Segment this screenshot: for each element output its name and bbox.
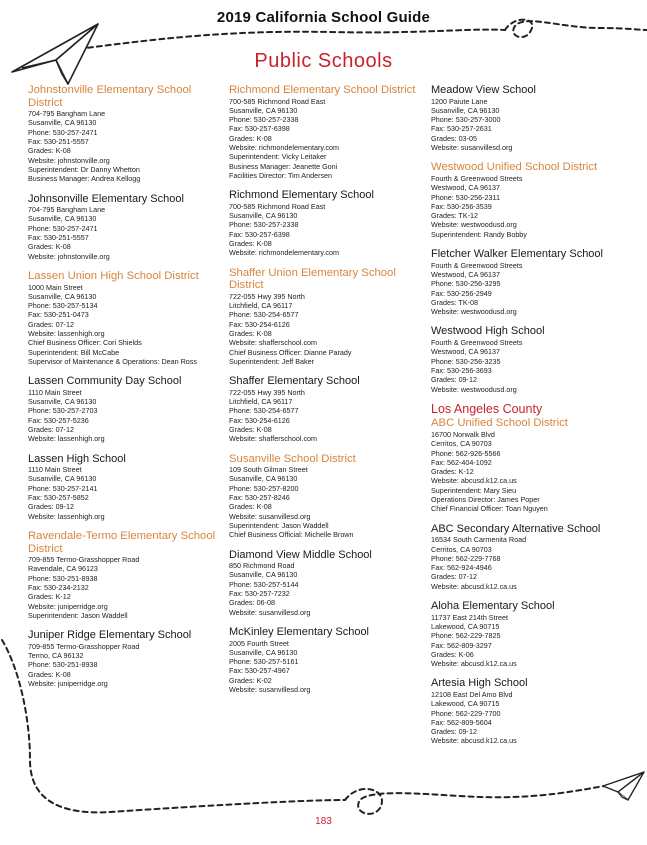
- entry-detail-line: Fax: 530-256-2949: [431, 288, 492, 298]
- entry-detail-line: Fax: 562-809-5604: [431, 717, 492, 727]
- entry-detail-line: Fax: 530-257-2631: [431, 124, 492, 134]
- district-entry: [28, 270, 228, 366]
- entry-detail-line[interactable]: Website: johnstonville.org: [28, 251, 110, 261]
- district-entry: [28, 530, 228, 620]
- school-name: Aloha Elementary School: [431, 600, 555, 613]
- entry-detail-line: Susanville, CA 96130: [229, 211, 298, 221]
- entry-detail-line: Phone: 530-254-6577: [229, 406, 299, 416]
- entry-detail-line: Grades: 09-12: [28, 502, 74, 512]
- entry-detail-line: Fax: 530-257-5852: [28, 493, 89, 503]
- entry-detail-line[interactable]: Website: shafferschool.com: [229, 434, 318, 444]
- entry-detail-line: Fax: 530-251-0473: [28, 310, 89, 320]
- school-entry: [28, 629, 228, 688]
- entry-detail-line[interactable]: Website: susanvillesd.org: [229, 685, 311, 694]
- entry-detail-line: Grades: 09-12: [431, 375, 477, 385]
- entry-detail-line: Westwood, CA 96137: [431, 269, 500, 279]
- entry-detail-line: Phone: 530-257-2338: [229, 115, 299, 125]
- entry-detail-line: Lakewood, CA 90715: [431, 621, 500, 631]
- entry-detail-line: Fax: 530-257-5236: [28, 415, 89, 425]
- entry-detail-line: Grades: K-08: [229, 424, 272, 434]
- entry-detail-line: 722-055 Hwy 395 North: [229, 387, 305, 397]
- entry-detail-line: Grades: 09-12: [431, 727, 477, 737]
- entry-detail-line: Susanville, CA 96130: [229, 105, 298, 115]
- entry-detail-line: Phone: 530-257-3000: [431, 115, 501, 125]
- entry-detail-line[interactable]: Website: susanvillesd.org: [431, 143, 513, 153]
- entry-detail-line: Grades: K-08: [229, 133, 272, 143]
- entry-detail-line: Fax: 530-257-6398: [229, 124, 290, 134]
- school-entry: [431, 325, 631, 393]
- entry-detail-line[interactable]: Website: lassenhigh.org: [28, 329, 105, 339]
- entry-detail-line[interactable]: Website: abcusd.k12.ca.us: [431, 476, 517, 486]
- entry-detail-line: Phone: 562-229-7825: [431, 631, 501, 641]
- district-entry: [229, 453, 429, 540]
- district-entry: [229, 267, 429, 367]
- entry-detail-line: Grades: K-08: [28, 669, 71, 679]
- district-name: Johnstonville Elementary School District: [28, 84, 192, 109]
- entry-detail-line: Fax: 562-809-3297: [431, 640, 492, 650]
- entry-detail-line[interactable]: Website: richmondelementary.com: [229, 248, 339, 258]
- entry-detail-line: Phone: 562-229-7768: [431, 553, 501, 563]
- entry-detail-line: 2005 Fourth Street: [229, 638, 289, 648]
- entry-detail-line[interactable]: Website: abcusd.k12.ca.us: [431, 659, 517, 669]
- entry-detail-line: Fax: 530-254-6126: [229, 319, 290, 329]
- entry-detail-line: 722-055 Hwy 395 North: [229, 291, 305, 301]
- entry-detail-line: Phone: 530-257-2471: [28, 223, 98, 233]
- entry-detail-line: Business Manager: Jeanette Goni: [229, 161, 338, 171]
- school-entry: [229, 549, 429, 617]
- entry-detail-line: 16700 Norwalk Blvd: [431, 429, 495, 439]
- entry-detail-line: Susanville, CA 96130: [28, 474, 97, 484]
- school-name: Diamond View Middle School: [229, 548, 372, 561]
- entry-detail-line: Cerritos, CA 90703: [431, 544, 492, 554]
- entry-detail-line: 12108 East Del Amo Blvd: [431, 690, 513, 699]
- entry-detail-line[interactable]: Website: juniperridge.org: [28, 679, 108, 688]
- entry-detail-line: Fax: 530-251-5557: [28, 137, 89, 147]
- entry-detail-line: Phone: 562-229-7700: [431, 708, 501, 718]
- entry-detail-line: Superintendent: Jeff Baker: [229, 356, 314, 366]
- entry-detail-line[interactable]: Website: westwoodusd.org: [431, 307, 517, 317]
- entry-detail-line: 109 South Gilman Street: [229, 465, 308, 475]
- district-name: Lassen Union High School District: [28, 269, 199, 282]
- entry-detail-line: Litchfield, CA 96117: [229, 397, 293, 407]
- district-entry: [28, 84, 228, 184]
- entry-detail-line: 700-585 Richmond Road East: [229, 96, 326, 106]
- entry-detail-line: Phone: 530-251-8938: [28, 660, 98, 670]
- county-heading: [431, 403, 631, 416]
- entry-detail-line: 16534 South Carmenita Road: [431, 535, 527, 545]
- entry-detail-line: 704-795 Bangham Lane: [28, 109, 106, 119]
- entry-detail-line: Fourth & Greenwood Streets: [431, 260, 523, 270]
- entry-detail-line: Chief Business Officer: Cori Shields: [28, 338, 142, 348]
- entry-detail-line: Phone: 530-257-5161: [229, 657, 299, 667]
- entry-detail-line[interactable]: Website: johnstonville.org: [28, 155, 110, 165]
- entry-detail-line: Susanville, CA 96130: [229, 570, 298, 580]
- entry-detail-line: Grades: TK-12: [431, 211, 479, 221]
- entry-detail-line: Supervisor of Maintenance & Operations: Dean Ross: [28, 356, 197, 366]
- district-name: Richmond Elementary School District: [229, 84, 416, 96]
- district-name: Susanville School District: [229, 452, 356, 465]
- entry-detail-line: 1110 Main Street: [28, 387, 82, 397]
- entry-detail-line: Facilities Director: Tim Andersen: [229, 170, 333, 180]
- directory-column-1: [28, 84, 228, 697]
- entry-detail-line: Fax: 530-251-5557: [28, 233, 89, 243]
- entry-detail-line: Phone: 530-256-3235: [431, 356, 501, 366]
- entry-detail-line: 704-795 Bangham Lane: [28, 205, 106, 215]
- entry-detail-line: Superintendent: Jason Waddell: [229, 520, 329, 530]
- entry-detail-line: 1000 Main Street: [28, 282, 83, 292]
- entry-detail-line: Fourth & Greenwood Streets: [431, 173, 523, 183]
- entry-detail-line: 700-585 Richmond Road East: [229, 201, 326, 211]
- entry-detail-line: Phone: 530-257-2338: [229, 220, 299, 230]
- entry-detail-line[interactable]: Website: westwoodusd.org: [431, 220, 517, 230]
- entry-detail-line: Fax: 530-254-6126: [229, 415, 290, 425]
- entry-detail-line: Grades: K-12: [28, 592, 71, 602]
- entry-detail-line: Westwood, CA 96137: [431, 183, 500, 193]
- entry-detail-line: Phone: 530-257-5134: [28, 301, 98, 311]
- entry-detail-line: Fax: 530-257-6398: [229, 229, 290, 239]
- school-name: Lassen High School: [28, 452, 126, 465]
- district-entry: [431, 161, 631, 239]
- entry-detail-line: Grades: K-08: [229, 502, 272, 512]
- entry-detail-line: Superintendent: Vicky Leitaker: [229, 152, 327, 162]
- entry-detail-line[interactable]: Website: juniperridge.org: [28, 601, 108, 611]
- district-name: Shaffer Union Elementary School District: [229, 266, 396, 292]
- entry-detail-line: Susanville, CA 96130: [229, 474, 298, 484]
- entry-detail-line: Fax: 562-924-4946: [431, 563, 492, 573]
- section-title: Public Schools: [254, 50, 393, 72]
- school-name: Lassen Community Day School: [28, 375, 182, 388]
- entry-detail-line: Fourth & Greenwood Streets: [431, 338, 523, 348]
- entry-detail-line[interactable]: Website: susanvillesd.org: [229, 511, 311, 521]
- entry-detail-line: Grades: K-12: [431, 467, 474, 477]
- district-entry: [229, 84, 429, 180]
- entry-detail-line[interactable]: Website: westwoodusd.org: [431, 384, 517, 394]
- entry-detail-line: Fax: 530-256-3693: [431, 365, 492, 375]
- entry-detail-line: 850 Richmond Road: [229, 561, 295, 571]
- entry-detail-line: Superintendent: Mary Sieu: [431, 485, 517, 495]
- entry-detail-line: Phone: 530-251-8938: [28, 573, 98, 583]
- entry-detail-line[interactable]: Website: lassenhigh.org: [28, 434, 105, 444]
- school-entry: [229, 375, 429, 443]
- school-name: Johnsonville Elementary School: [28, 192, 184, 205]
- page-number: 183: [315, 816, 332, 827]
- school-name: Artesia High School: [431, 677, 528, 690]
- entry-detail-line: Susanville, CA 96130: [28, 214, 97, 224]
- entry-detail-line: Grades: 06-08: [229, 598, 275, 608]
- entry-detail-line: Grades: K-08: [28, 146, 71, 156]
- school-name: Richmond Elementary School: [229, 189, 374, 202]
- entry-detail-line: Grades: 07-12: [28, 319, 74, 329]
- entry-detail-line: Fax: 530-257-8246: [229, 493, 290, 503]
- entry-detail-line: Lakewood, CA 90715: [431, 699, 500, 709]
- entry-detail-line: Termo, CA 96132: [28, 651, 84, 661]
- district-entry: [431, 417, 631, 513]
- county-name: Los Angeles County: [431, 401, 543, 416]
- entry-detail-line: Grades: K-08: [229, 239, 272, 249]
- entry-detail-line: Fax: 562-404-1092: [431, 457, 492, 467]
- entry-detail-line: Ravendale, CA 96123: [28, 564, 98, 574]
- entry-detail-line: Grades: 07-12: [28, 424, 74, 434]
- entry-detail-line: Phone: 530-257-2703: [28, 406, 98, 416]
- entry-detail-line: Superintendent: Dr Danny Whetton: [28, 164, 140, 174]
- entry-detail-line: Phone: 530-257-5144: [229, 579, 299, 589]
- school-name: Westwood High School: [431, 325, 545, 338]
- entry-detail-line: 1200 Paiute Lane: [431, 96, 488, 106]
- entry-detail-line: Phone: 530-257-8200: [229, 483, 299, 493]
- entry-detail-line[interactable]: Website: shafferschool.com: [229, 338, 318, 348]
- entry-detail-line: Phone: 530-256-3295: [431, 279, 501, 289]
- entry-detail-line[interactable]: Website: abcusd.k12.ca.us: [431, 736, 517, 746]
- entry-detail-line[interactable]: Website: susanvillesd.org: [229, 607, 311, 617]
- entry-detail-line: 11737 East 214th Street: [431, 612, 508, 622]
- entry-detail-line: Grades: K-02: [229, 675, 272, 685]
- school-entry: [28, 375, 228, 443]
- district-name: Ravendale-Termo Elementary School District: [28, 529, 216, 555]
- entry-detail-line: Chief Business Official: Michelle Brown: [229, 530, 354, 540]
- entry-detail-line: Operations Director: James Poper: [431, 495, 540, 505]
- entry-detail-line: Superintendent: Jason Waddell: [28, 610, 128, 620]
- entry-detail-line: Superintendent: Bill McCabe: [28, 347, 120, 357]
- entry-detail-line[interactable]: Website: richmondelementary.com: [229, 143, 339, 153]
- entry-detail-line: Grades: 03-05: [431, 133, 477, 143]
- guide-title: 2019 California School Guide: [216, 9, 431, 26]
- school-entry: [229, 626, 429, 694]
- school-name: McKinley Elementary School: [229, 625, 370, 638]
- entry-detail-line: Phone: 530-257-2141: [28, 483, 98, 493]
- entry-detail-line: Phone: 530-256-2311: [431, 192, 501, 202]
- top-flight-path: [70, 30, 505, 50]
- district-name: ABC Unified School District: [431, 417, 568, 430]
- school-name: ABC Secondary Alternative School: [431, 522, 601, 535]
- entry-detail-line: Susanville, CA 96130: [28, 118, 97, 128]
- school-entry: [28, 193, 228, 261]
- entry-detail-line: Grades: K-06: [431, 649, 474, 659]
- entry-detail-line: Fax: 530-257-7232: [229, 589, 290, 599]
- entry-detail-line: Chief Financial Officer: Toan Nguyen: [431, 504, 548, 514]
- entry-detail-line: Business Manager: Andrea Kellogg: [28, 174, 141, 184]
- school-entry: [431, 248, 631, 316]
- entry-detail-line: Susanville, CA 96130: [28, 291, 97, 301]
- entry-detail-line[interactable]: Website: lassenhigh.org: [28, 511, 105, 521]
- entry-detail-line: 1110 Main Street: [28, 465, 82, 475]
- school-entry: [431, 677, 631, 745]
- entry-detail-line: Susanville, CA 96130: [229, 647, 298, 657]
- entry-detail-line[interactable]: Website: abcusd.k12.ca.us: [431, 581, 517, 591]
- school-name: Juniper Ridge Elementary School: [28, 629, 192, 642]
- entry-detail-line: Fax: 530-234-2132: [28, 583, 89, 593]
- entry-detail-line: Superintendent: Randy Bobby: [431, 229, 527, 239]
- entry-detail-line: Chief Business Officer: Dianne Parady: [229, 347, 352, 357]
- entry-detail-line: Fax: 530-256-3539: [431, 201, 492, 211]
- entry-detail-line: Phone: 530-257-2471: [28, 127, 98, 137]
- entry-detail-line: Grades: K-08: [28, 242, 71, 252]
- district-name: Westwood Unified School District: [431, 161, 598, 174]
- directory-column-2: [229, 84, 429, 703]
- paper-plane-icon: [603, 772, 644, 800]
- entry-detail-line: Susanville, CA 96130: [28, 397, 97, 407]
- entry-detail-line: Susanville, CA 96130: [431, 105, 500, 115]
- school-entry: [28, 453, 228, 521]
- bottom-loop: [345, 785, 610, 814]
- entry-detail-line: Grades: TK-08: [431, 297, 479, 307]
- entry-detail-line: Phone: 530-254-6577: [229, 310, 299, 320]
- entry-detail-line: Fax: 530-257-4967: [229, 666, 290, 676]
- entry-detail-line: Litchfield, CA 96117: [229, 301, 293, 311]
- school-name: Shaffer Elementary School: [229, 375, 360, 388]
- school-entry: [431, 600, 631, 668]
- school-name: Meadow View School: [431, 84, 536, 96]
- school-entry: [431, 84, 631, 152]
- entry-detail-line: Westwood, CA 96137: [431, 347, 500, 357]
- school-entry: [431, 523, 631, 591]
- entry-detail-line: Grades: K-08: [229, 329, 272, 339]
- entry-detail-line: Grades: 07-12: [431, 572, 477, 582]
- directory-column-3: [431, 84, 631, 755]
- entry-detail-line: Phone: 562-926-5566: [431, 448, 501, 458]
- entry-detail-line: 709-855 Termo-Grasshopper Road: [28, 641, 140, 651]
- school-name: Fletcher Walker Elementary School: [431, 248, 603, 261]
- entry-detail-line: 709-855 Termo-Grasshopper Road: [28, 555, 140, 565]
- entry-detail-line: Cerritos, CA 90703: [431, 439, 492, 449]
- school-entry: [229, 189, 429, 257]
